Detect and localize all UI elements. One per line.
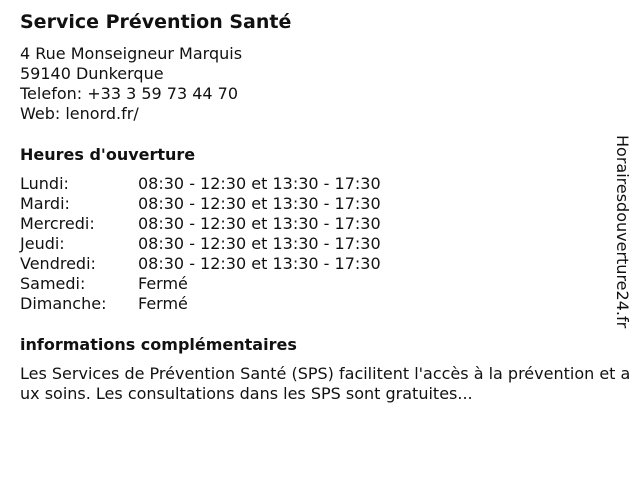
- hours-heading: Heures d'ouverture: [20, 145, 196, 164]
- time-value: Fermé: [138, 274, 188, 293]
- info-heading: informations complémentaires: [20, 335, 297, 354]
- day-label: Samedi:: [20, 274, 86, 293]
- address-street: 4 Rue Monseigneur Marquis: [20, 44, 243, 63]
- time-value: 08:30 - 12:30 et 13:30 - 17:30: [138, 254, 381, 273]
- address-city: 59140 Dunkerque: [20, 64, 164, 83]
- time-value: 08:30 - 12:30 et 13:30 - 17:30: [138, 234, 381, 253]
- day-label: Mardi:: [20, 194, 70, 213]
- time-value: Fermé: [138, 294, 188, 313]
- page-title: Service Prévention Santé: [20, 11, 292, 33]
- time-value: 08:30 - 12:30 et 13:30 - 17:30: [138, 194, 381, 213]
- site-watermark: Horairesdouverture24.fr: [613, 135, 632, 329]
- time-value: 08:30 - 12:30 et 13:30 - 17:30: [138, 174, 381, 193]
- website: Web: lenord.fr/: [20, 104, 139, 123]
- day-label: Vendredi:: [20, 254, 96, 273]
- time-value: 08:30 - 12:30 et 13:30 - 17:30: [138, 214, 381, 233]
- day-label: Dimanche:: [20, 294, 107, 313]
- day-label: Jeudi:: [20, 234, 65, 253]
- address-block: [20, 44, 242, 124]
- info-description: Les Services de Prévention Santé (SPS) facilitent l'accès à la prévention et aux soins. Les consultations dans les SPS sont gratuites...: [20, 364, 631, 403]
- day-label: Lundi:: [20, 174, 69, 193]
- phone-number: Telefon: +33 3 59 73 44 70: [20, 84, 239, 103]
- day-label: Mercredi:: [20, 214, 95, 233]
